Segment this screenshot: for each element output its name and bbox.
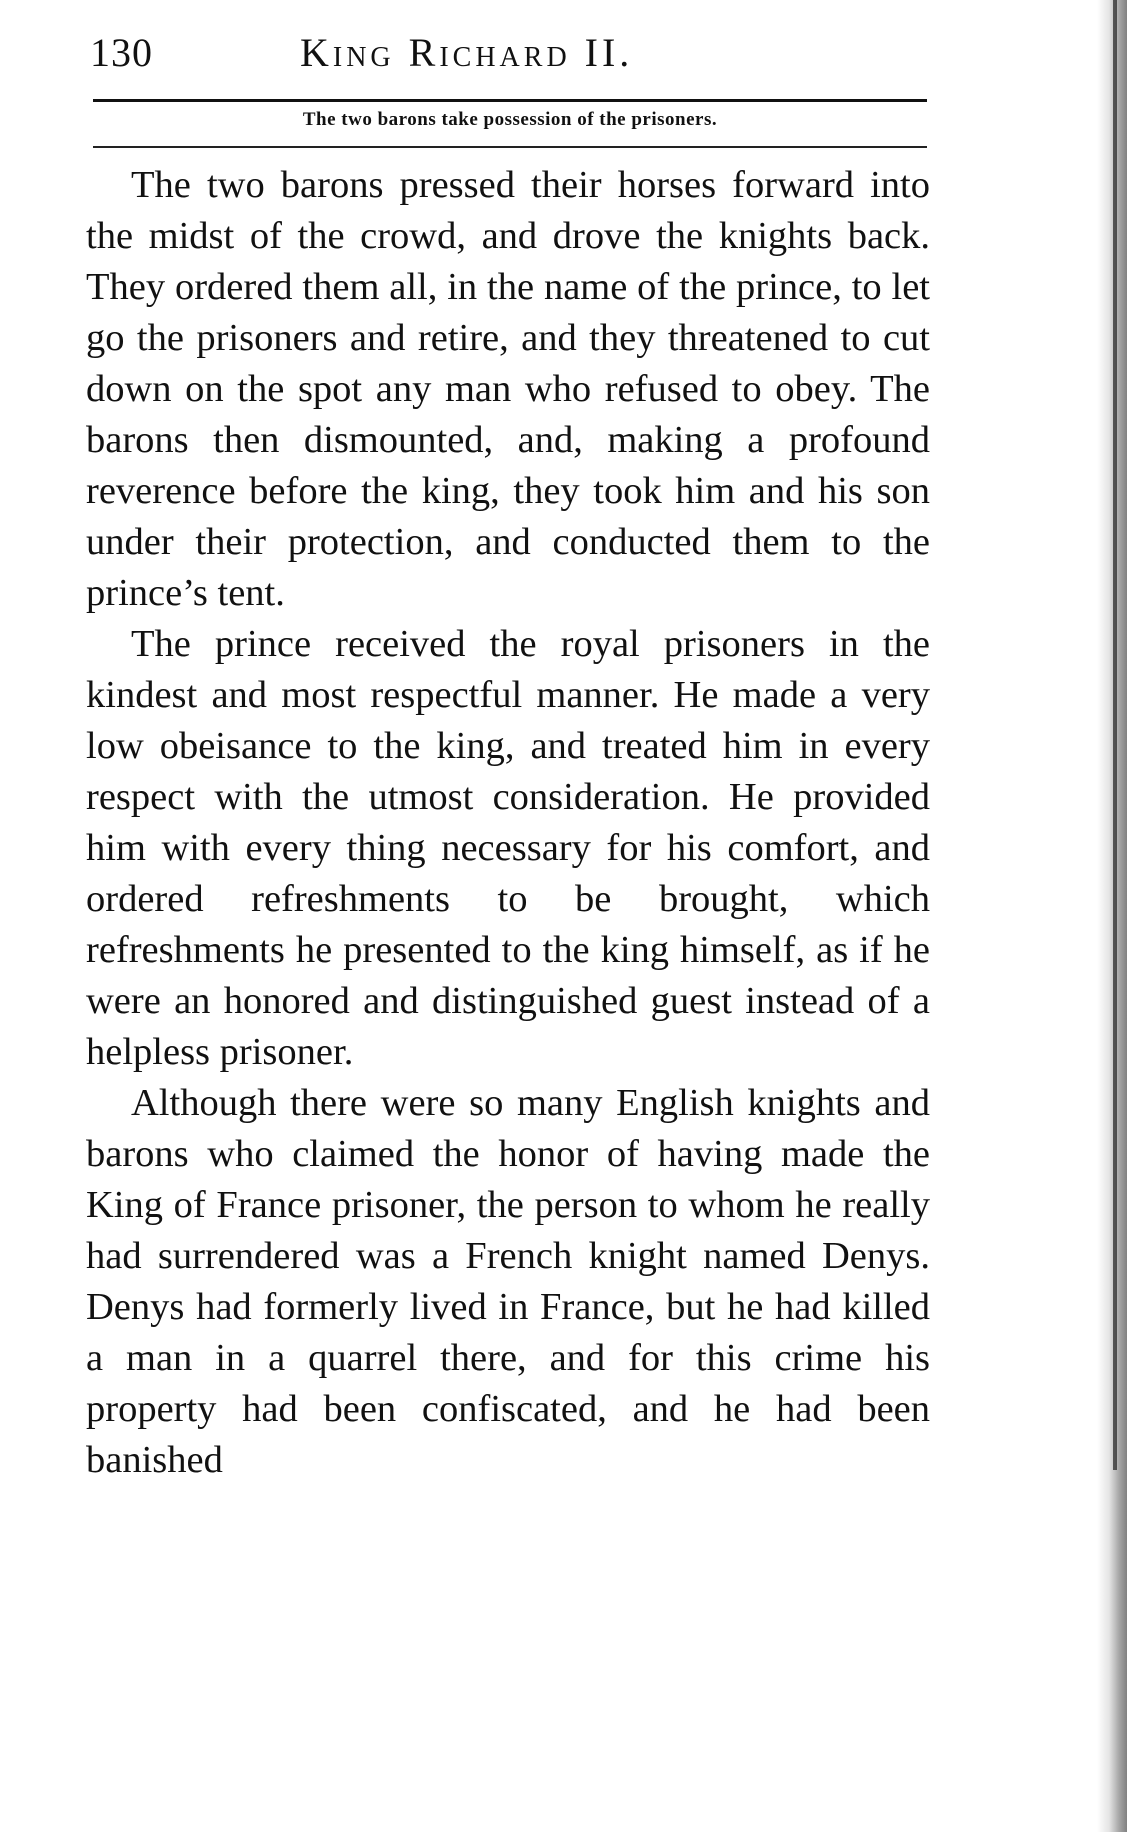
page-edge-line [1113,0,1117,1470]
page-edge-shadow [1097,0,1127,1832]
paragraph-1: The two barons pressed their horses forward into the midst of the crowd, and drove the knights back. They ordered them all, in the name of the prince, to let go the prisoners and retire, and they threatened to cut down on the spot any man who refused to obey. The barons then dismounted, and, making a profound reverence before the king, they took him and his son under their protection, and conducted them to the prince’s tent. [86,164,930,614]
page-header [90,28,930,78]
paragraph-3: Although there were so many English knights and barons who claimed the honor of having made the King of France prisoner, the person to whom he really had surrendered was a French knight named Denys. Denys had formerly lived in France, but he had killed a man in a quarrel there, and for this crime his property had been confiscated, and he had been banished [86,1082,930,1481]
header-rule-top [93,99,927,102]
paragraph-2: The prince received the royal prisoners in the kindest and most respectful manner. He made a very low obeisance to the king, and treated him in every respect with the utmost consideration. He provided him with every thing necessary for his comfort, and ordered refreshments to be brought, which refreshments he presented to the king himself, as if he were an honored and distinguished guest instead of a helpless prisoner. [86,623,930,1073]
running-title: King Richard II. [300,30,634,75]
header-rule-bottom [93,146,927,148]
chapter-subheading: The two barons take possession of the prisoners. [302,109,718,130]
body-text [86,160,930,1486]
page-number: 130 [90,30,153,75]
